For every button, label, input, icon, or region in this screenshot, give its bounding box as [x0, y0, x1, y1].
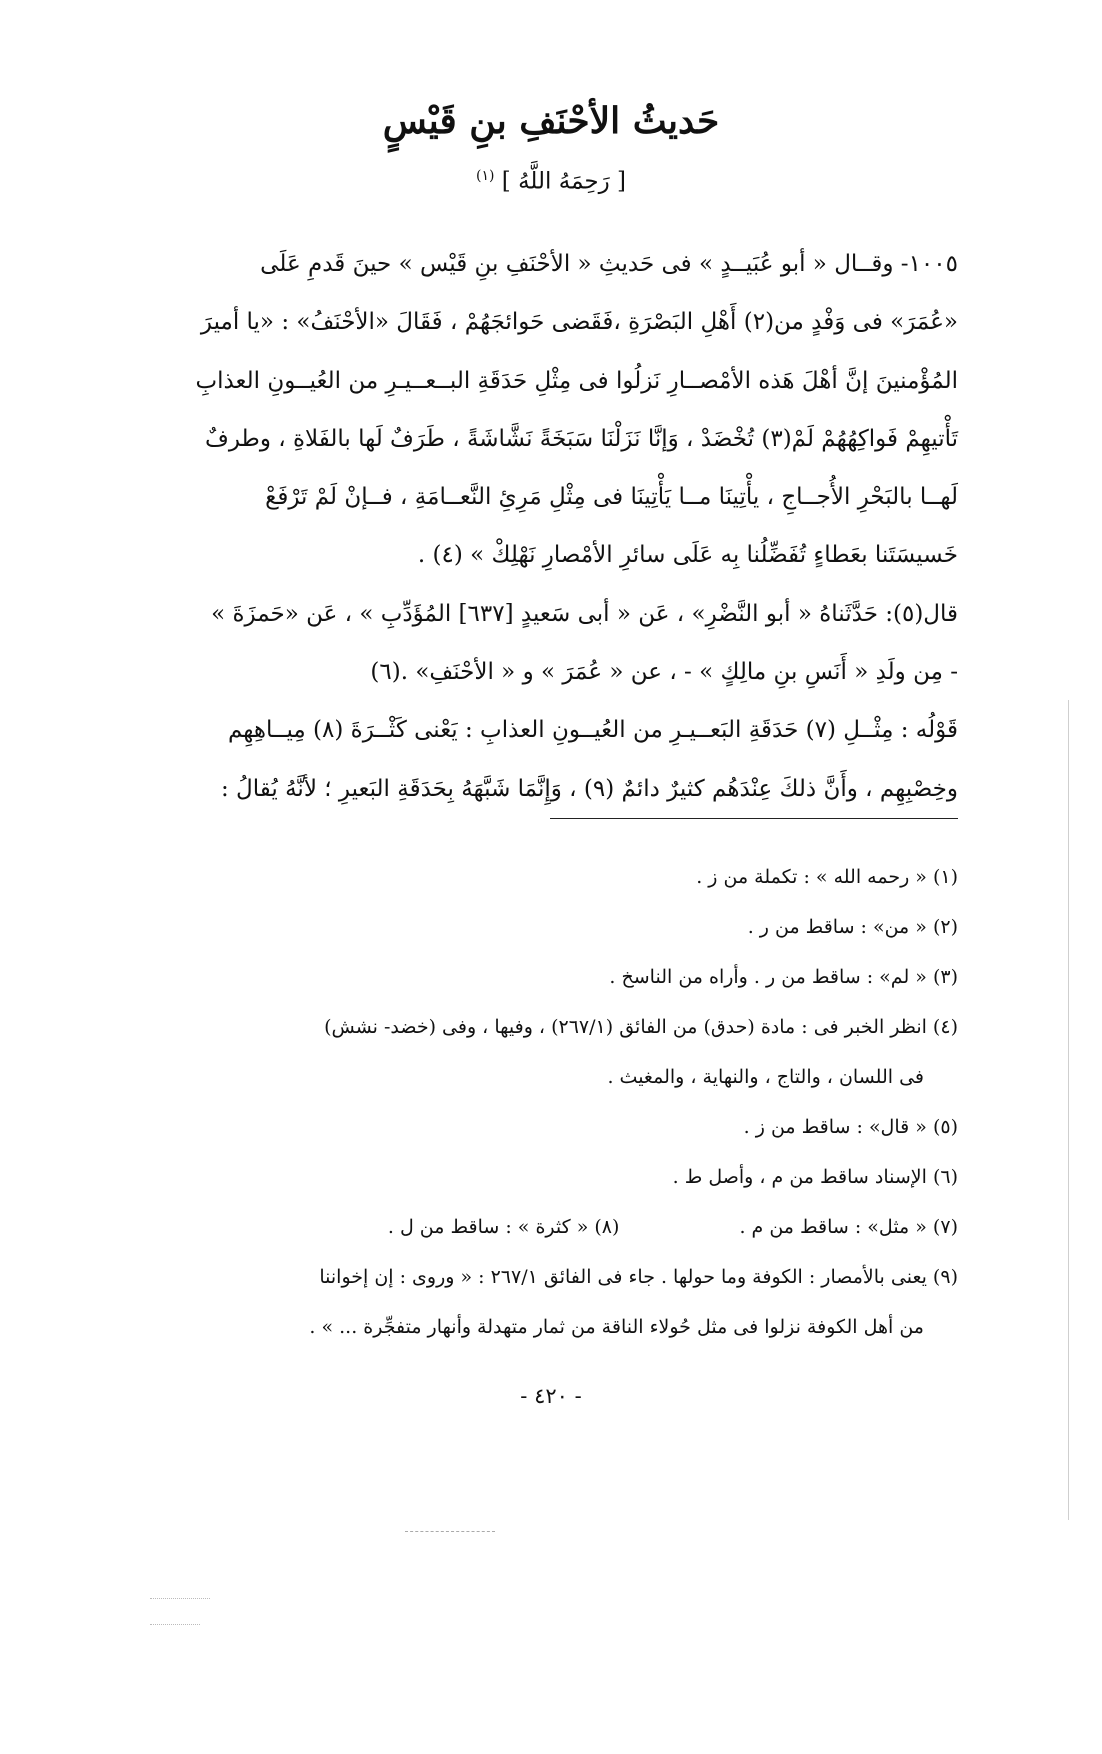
body-line: «عُمَرَ» فى وَفْدٍ من(٢) أَهْلِ البَصْرَةِ ،فَقَضى حَوائجَهُمْ ، فَقَالَ «الأحْنَفُ» : «يا أميرَ [200, 309, 958, 336]
page-number: - ٤٢٠ - [520, 1384, 582, 1408]
footnote-pair [180, 1202, 958, 1252]
footnote: (٨) « كثرة » : ساقط من ل . [387, 1216, 620, 1238]
footnote: (٤) انظر الخبر فى : مادة (حدق) من الفائق (٢٦٧/١) ، وفيها ، وفى (خضد- نشش) [324, 1016, 958, 1038]
footnote: (٦) الإسناد ساقط من م ، وأصل ط . [672, 1166, 958, 1188]
footnote-separator [550, 818, 958, 819]
body-line: المُؤْمنينَ إنَّ أهْلَ هَذه الأمْصــارِ نَزلُوا فى مِثْلِ حَدَقَةِ البــعــيـرِ من العُيــونِ العذابِ [195, 367, 958, 394]
scan-margin-line [1068, 700, 1069, 1520]
scan-artifact-dots [150, 1598, 210, 1599]
body-line: قال(٥): حَدَّثَناهُ « أبو النَّضْرِ» ، عَن « أبى سَعيدٍ [٦٣٧] المُؤَدِّبِ » ، عَن «حَمزَةَ » [211, 600, 958, 627]
footnote: (٧) « مثل» : ساقط من م . [739, 1216, 958, 1238]
scan-artifact-dashes [405, 1531, 495, 1532]
subtitle-footnote-marker: (١) [476, 168, 495, 184]
body-line: - مِن ولَدِ « أَنَسِ بنِ مالِكٍ » - ، عن « عُمَرَ » و « الأحْنَفِ» .(٦) [370, 659, 958, 686]
main-text [180, 235, 958, 818]
scan-artifact-dots [150, 1624, 200, 1625]
footnote-continuation: من أهل الكوفة نزلوا فى مثل حُولاء الناقة من ثمار متهدلة وأنهار متفجِّرة ... » . [309, 1316, 924, 1338]
footnote: (٣) « لم» : ساقط من ر . وأراه من الناسخ . [609, 966, 958, 988]
body-line: ١٠٠٥- وقــال « أبو عُبَيــدٍ » فى حَديثِ « الأحْنَفِ بنِ قَيْس » حينَ قَدمِ عَلَى [260, 251, 958, 277]
footnote-continuation: فى اللسان ، والتاج ، والنهاية ، والمغيث . [607, 1066, 924, 1088]
body-line: لَهــا بالبَحْرِ الأُجــاجِ ، يأْتِينَا مــا يَأْتِينَا فى مِثْلِ مَرِئِ النَّعــامَةِ ، فــإنْ لَمْ تَرْفَعْ [265, 484, 958, 511]
footnotes [180, 852, 958, 1352]
body-line: خَسيسَتَنا بعَطاءٍ تُفَضِّلُنا بِه عَلَى سائرِ الأمْصارِ نَهْلِكْ » (٤) . [417, 542, 958, 569]
footnote: (٢) « من» : ساقط من ر . [747, 916, 958, 938]
chapter-title: حَديثُ الأحْنَفِ بنِ قَيْسٍ [382, 100, 720, 142]
body-line: وخِصْبِهِم ، وأَنَّ ذلكَ عِنْدَهُم كثيرٌ دائمٌ (٩) ، وَإِنَّمَا شَبَّهَهُ بِحَدَقَةِ البَعيرِ ؛ لأنَّهُ يُقالُ : [220, 775, 958, 802]
body-line: قَوْلُه : مِثْــلِ (٧) حَدَقَةِ البَعــيـرِ من العُيــونِ العذابِ : يَعْنى كَثْــرَةَ (٨) مِيــاهِهِم [227, 717, 958, 744]
footnote: (١) « رحمه الله » : تكملة من ز . [696, 866, 958, 888]
body-line: تَأْتيهِمْ فَواكِهُهُمْ لَمْ(٣) تُخْضَدْ ، وَإنَّا نَزَلْنَا سَبَخَةً نَشَّاشَةً ، طَرَفٌ لَها بالفَلاةِ ، وطرفٌ [205, 425, 958, 452]
footnote: (٩) يعنى بالأمصار : الكوفة وما حولها . جاء فى الفائق ٢٦٧/١ : « وروى : إن إخواننا [319, 1266, 958, 1288]
subtitle-text: [ رَحِمَهُ اللَّهُ ] [501, 168, 626, 195]
chapter-subtitle [0, 168, 1102, 195]
footnote: (٥) « قال» : ساقط من ز . [743, 1116, 958, 1138]
